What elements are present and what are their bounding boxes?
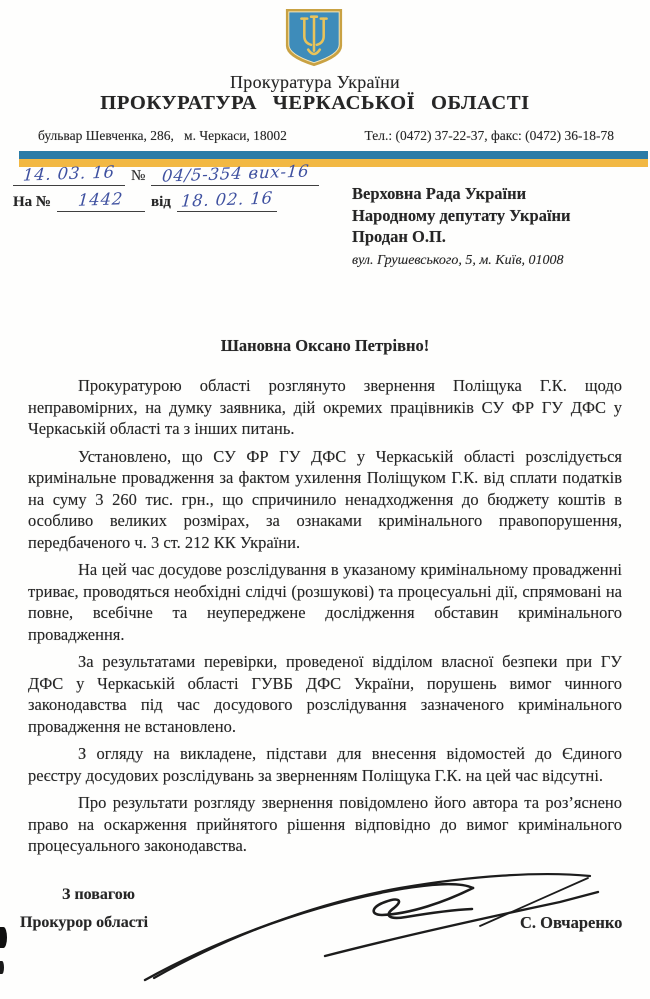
from-date-label: від (151, 194, 171, 210)
outgoing-date-field (13, 164, 125, 186)
scan-edge-artifact (0, 961, 4, 974)
scan-edge-artifact (0, 927, 7, 948)
body-paragraph: Про результати розгляду звернення повідомлено його автора та роз’яснено право на оскарження прийнятого рішення відповідно до вимог кримінального процесуального законодавства. (28, 793, 622, 855)
reference-block (13, 161, 333, 216)
body-paragraph: Установлено, що СУ ФР ГУ ДФС у Черкаській області розслідується кримінальне провадження за фактом ухилення Поліщуком Г.К. від сплати податків на суму 3 260 тис. грн., що спричинило ненадходження до бюджету коштів в особливо великих розмірах, за ознаками кримінального правопорушення, передбаченого ч. 3 ст. 212 КК України. (28, 446, 622, 552)
addressee-address: вул. Грушевського, 5, м. Київ, 01008 (352, 252, 564, 268)
addressee-role: Народному депутату України (352, 205, 571, 225)
handwritten-signature (130, 862, 650, 994)
outgoing-ref-row (13, 161, 333, 186)
addressee-block (352, 183, 632, 271)
body-paragraph: Прокуратурою області розглянуто звернення Поліщука Г.К. щодо неправомірних, на думку заявника, дій окремих працівників СУ ФР ГУ ДФС у Черкаській області та з інших питань. (28, 376, 622, 438)
addressee-institution: Верховна Рада України (352, 184, 527, 203)
body-paragraph: На цей час досудове розслідування в указаному кримінальному провадженні триває, проводяться необхідні слідчі (розшукові) та процесуальні дії, спрямовані на повне, всебічне та неупереджене дослідження обставин кримінального провадження. (28, 560, 622, 644)
ukraine-trident-emblem-icon (283, 7, 345, 69)
org-phone-fax: Тел.: (0472) 37-22-37, факс: (0472) 36-18-78 (364, 128, 614, 143)
incoming-number-field (57, 190, 145, 212)
incoming-date-handwritten: 18. 02. 16 (180, 188, 274, 211)
outgoing-date-handwritten: 14. 03. 16 (22, 162, 116, 185)
org-address: бульвар Шевченка, 286, м. Черкаси, 18002 (38, 128, 287, 143)
flag-band-blue-stripe (19, 151, 648, 159)
signer-name: С. Овчаренко (520, 913, 623, 932)
outgoing-number-field (151, 161, 319, 186)
letter-body (28, 336, 622, 863)
number-sign-label: № (131, 168, 146, 184)
incoming-ref-row (13, 190, 333, 212)
body-paragraph: З огляду на викладене, підстави для внесення відомостей до Єдиного реєстру досудових розслідувань за зверненням Поліщука Г.К. на цей час відсутні. (28, 744, 622, 785)
addressee-name: Продан О.П. (352, 227, 446, 246)
incoming-number-handwritten: 1442 (77, 189, 125, 210)
body-paragraph: За результатами перевірки, проведеної відділом власної безпеки при ГУ ДФС у Черкаській області ГУВБ ДФС України, порушень вимог чинного законодавства під час досудового розслідування зазначеного кримінального провадження не встановлено. (28, 652, 622, 736)
incoming-ref-label: На № (13, 194, 51, 210)
org-parent-name: Прокуратура України (230, 72, 400, 92)
closing-phrase: З повагою (62, 886, 135, 903)
outgoing-number-handwritten: 04/5-354 вих-16 (160, 161, 310, 186)
letterhead-contact-row (38, 128, 614, 144)
org-title: ПРОКУРАТУРА ЧЕРКАСЬКОЇ ОБЛАСТІ (100, 92, 530, 114)
incoming-date-field (177, 190, 277, 212)
signer-position: Прокурор області (20, 914, 149, 931)
salutation: Шановна Оксано Петрівно! (220, 336, 430, 355)
